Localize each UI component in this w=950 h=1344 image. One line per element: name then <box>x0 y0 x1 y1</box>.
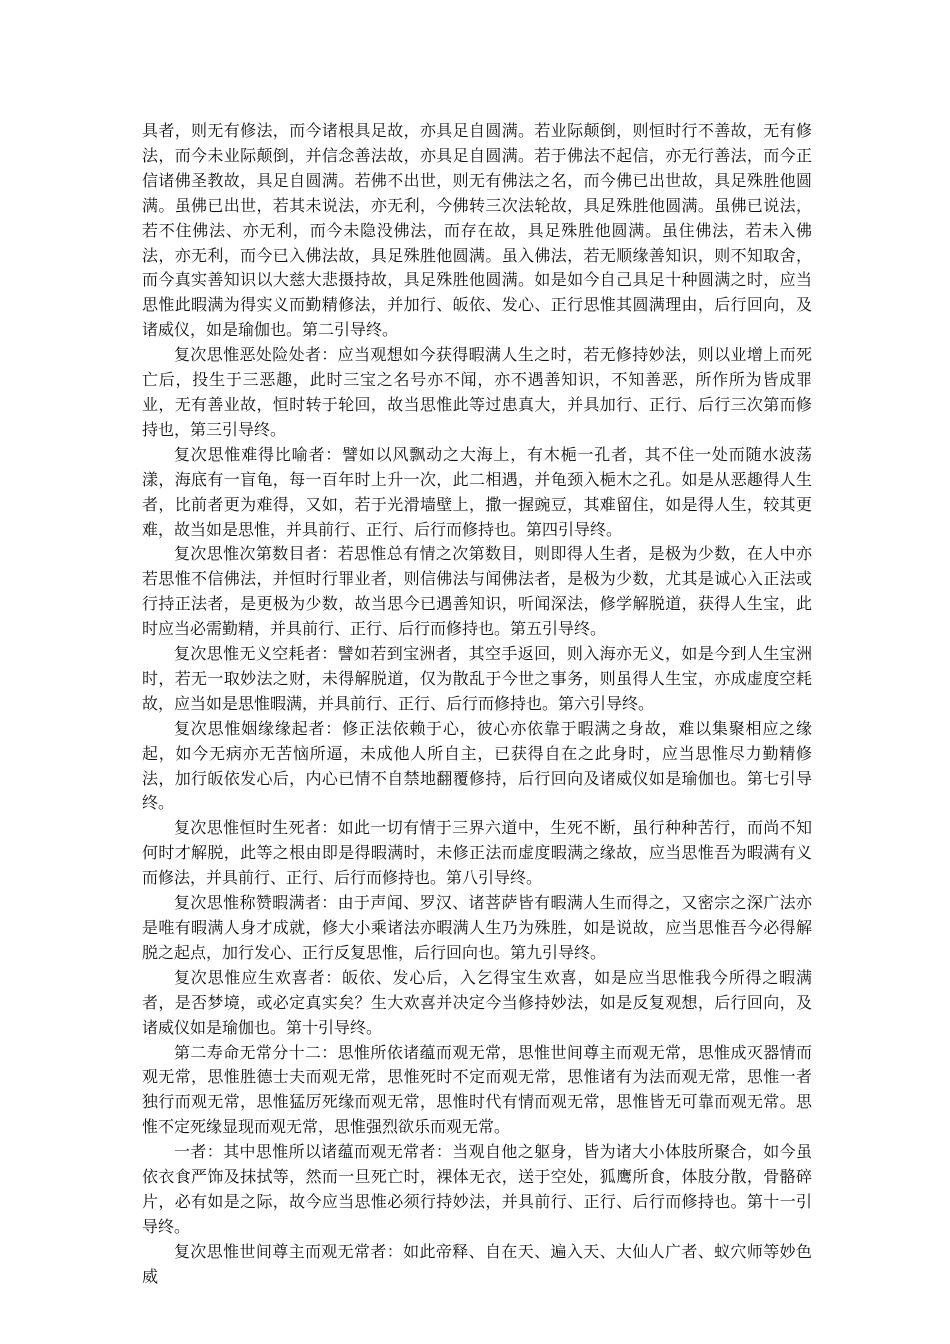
paragraph-9: 复次思惟应生欢喜者：皈依、发心后，入乞得宝生欢喜，如是应当思惟我今所得之暇满者，是否梦境，或必定真实矣？生大欢喜并决定今当修持妙法，如是反复观想，后行回向，及诸威仪如是瑜伽也。第十引导终。 <box>142 967 812 1037</box>
paragraph-4: 复次思惟次第数目者：若思惟总有情之次第数目，则即得人生者，是极为少数，在人中亦若思惟不信佛法，并恒时行罪业者，则信佛法与闻佛法者，是极为少数，尤其是诚心入正法或行持正法者，是更极为少数，故当思今已遇善知识，听闻深法，修学解脱道，获得人生宝，此时应当必需勤精，并具前行、正行、后行而修持也。第五引导终。 <box>142 544 812 639</box>
paragraph-6: 复次思惟姻缘缘起者：修正法依赖于心，彼心亦依靠于暇满之身故，难以集聚相应之缘起，如今无病亦无苦恼所逼，未成他人所自主，已获得自在之此身时，应当思惟尽力勤精修法，加行皈依发心后，内心已情不自禁地翻覆修持，后行回向及诸威仪如是瑜伽也。第七引导终。 <box>142 718 812 813</box>
paragraph-5: 复次思惟无义空耗者：譬如若到宝洲者，其空手返回，则入海亦无义，如是今到人生宝洲时，若无一取妙法之财，未得解脱道，仅为散乱于今世之事务，则虽得人生宝，亦成虚度空耗故，应当如是思惟暇满，并具前行、正行、后行而修持也。第六引导终。 <box>142 644 812 713</box>
paragraph-11: 一者：其中思惟所以诸蕴而观无常者：当观自他之躯身，皆为诸大小体肢所聚合，如今虽依衣食严饰及抹拭等，然而一旦死亡时，裸体无衣，送于空处，狐鹰所食，体肢分散，骨骼碎片，必有如是之际，故今应当思惟必须行持妙法，并具前行、正行、后行而修持也。第十一引导终。 <box>142 1142 812 1236</box>
paragraph-2: 复次思惟恶处险处者：应当观想如今获得暇满人生之时，若无修持妙法，则以业增上而死亡后，投生于三恶趣，此时三宝之名号亦不闻，亦不遇善知识，不知善恶，所作所为皆成罪业，无有善业故，恒时转于轮回，故当思惟此等过患真大，并具加行、正行、后行三次第而修持也，第三引导终。 <box>142 345 812 439</box>
paragraph-3: 复次思惟难得比喻者：譬如以风飘动之大海上，有木梔一孔者，其不住一处而随水波荡漾，海底有一盲龟，每一百年时上升一次，此二相遇，并龟颈入梔木之孔。如是从恶趣得人生者，比前者更为难得，又如，若于光滑墙壁上，撒一握豌豆，其难留住，如是得人生，较其更难，故当如是思惟，并具前行、正行、后行而修持也。第四引导终。 <box>142 444 812 539</box>
paragraph-12: 复次思惟世间尊主而观无常者：如此帝释、自在天、遍入天、大仙人广者、蚁穴师等妙色威 <box>142 1241 812 1286</box>
paragraph-8: 复次思惟称赞暇满者：由于声闻、罗汉、诸菩萨皆有暇满人生而得之，又密宗之深广法亦是唯有暇满人身才成就，修大小乘诸法亦暇满人生乃为殊胜，如是说故，应当思惟吾今必得解脱之起点，加行发心、正行反复思惟，后行回向也。第九引导终。 <box>142 893 812 962</box>
paragraph-10: 第二寿命无常分十二：思惟所依诸蕴而观无常，思惟世间尊主而观无常，思惟成灭器情而观无常，思惟胜德士夫而观无常，思惟死时不定而观无常，思惟诸有为法而观无常，思惟一者独行而观无常，思惟猛厉死缘而观无常，思惟时代有情而观无常，思惟皆无可靠而观无常。思惟不定死缘显现而观无常，思惟强烈欲乐而观无常。 <box>142 1042 812 1137</box>
document-page <box>142 119 812 1290</box>
paragraph-1: 具者，则无有修法，而今诸根具足故，亦具足自圆满。若业际颠倒，则恒时行不善故，无有修法，而今未业际颠倒，并信念善法故，亦具足自圆满。若于佛法不起信，亦无行善法，而今正信诸佛圣教故，具足自圆满。若佛不出世，则无有佛法之名，而今佛已出世故，具足殊胜他圆满。虽佛已出世，若其未说法，亦无利，今佛转三次法轮故，具足殊胜他圆满。虽佛已说法，若不住佛法、亦无利，而今未隐没佛法，而存在故，具足殊胜他圆满。虽住佛法，若未入佛法，亦无利，而今已入佛法故，具足殊胜他圆满。虽入佛法，若无顺缘善知识，则不知取舍，而今真实善知识以大慈大悲摄持故，具足殊胜他圆满。如是如今自己具足十种圆满之时，应当思惟此暇满为得实义而勤精修法，并加行、皈依、发心、正行思惟其圆满理由，后行回向，及诸威仪，如是瑜伽也。第二引导终。 <box>142 121 812 340</box>
paragraph-7: 复次思惟恒时生死者：如此一切有情于三界六道中，生死不断，虽行种种苦行，而尚不知何时才解脱，此等之根由即是得暇满时，未修正法而虚度暇满之缘故，应当思惟吾为暇满有义而修法，并具前行、正行、后行而修持也。第八引导终。 <box>142 818 812 888</box>
